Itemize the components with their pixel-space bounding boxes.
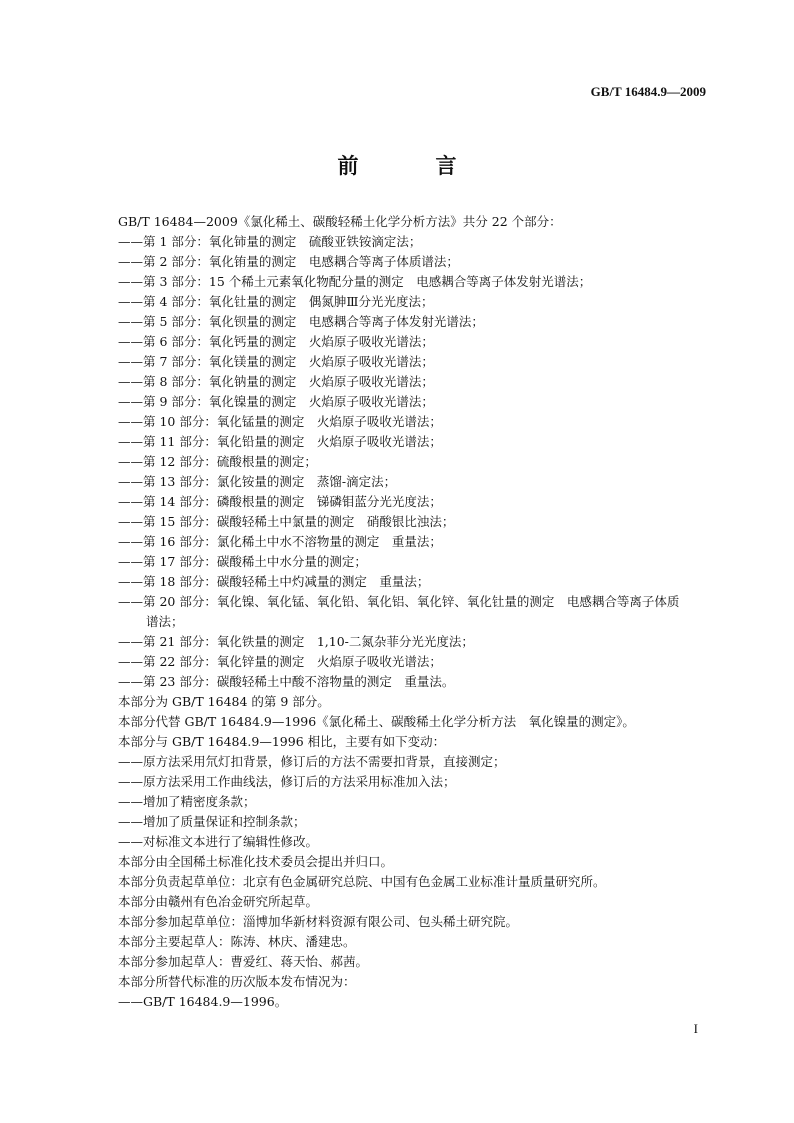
text-line: 本部分为 GB/T 16484 的第 9 部分。 <box>118 694 330 709</box>
list-item: ——第 18 部分：碳酸轻稀土中灼减量的测定 重量法； <box>118 574 430 589</box>
list-item: ——第 15 部分：碳酸轻稀土中氯量的测定 硝酸银比浊法； <box>118 514 455 529</box>
document-body <box>118 212 718 1012</box>
list-item: ——第 8 部分：氧化钠量的测定 火焰原子吸收光谱法； <box>118 374 434 389</box>
list-item: ——第 16 部分：氯化稀土中水不溶物量的测定 重量法； <box>118 534 442 549</box>
list-item: ——第 4 部分：氧化钍量的测定 偶氮胂Ⅲ分光光度法； <box>118 294 434 309</box>
text-line: 本部分参加起草人：曹爱红、蒋天怡、郝茜。 <box>118 954 369 969</box>
text-line: 本部分所替代标准的历次版本发布情况为： <box>118 974 356 989</box>
list-item: ——第 22 部分：氧化锌量的测定 火焰原子吸收光谱法； <box>118 654 442 669</box>
text-line: 本部分负责起草单位：北京有色金属研究总院、中国有色金属工业标准计量质量研究所。 <box>118 874 606 889</box>
list-item: ——第 9 部分：氧化镍量的测定 火焰原子吸收光谱法； <box>118 394 434 409</box>
list-item: ——增加了精密度条款； <box>118 794 256 809</box>
list-item: ——第 6 部分：氧化钙量的测定 火焰原子吸收光谱法； <box>118 334 434 349</box>
list-item: ——第 14 部分：磷酸根量的测定 锑磷钼蓝分光光度法； <box>118 494 442 509</box>
page-number: I <box>693 1021 698 1036</box>
list-item: ——第 23 部分：碳酸轻稀土中酸不溶物量的测定 重量法。 <box>118 674 455 689</box>
page-title: 前 言 <box>337 154 485 178</box>
standard-code: GB/T 16484.9—2009 <box>590 84 706 99</box>
text-line: 本部分主要起草人：陈涛、林庆、潘建忠。 <box>118 934 356 949</box>
list-item: ——第 2 部分：氧化铕量的测定 电感耦合等离子体质谱法； <box>118 254 459 269</box>
list-item: ——第 10 部分：氧化锰量的测定 火焰原子吸收光谱法； <box>118 414 442 429</box>
text-line: 本部分参加起草单位：淄博加华新材料资源有限公司、包头稀土研究院。 <box>118 914 519 929</box>
list-item: ——第 17 部分：碳酸稀土中水分量的测定； <box>118 554 367 569</box>
list-item: ——原方法采用氘灯扣背景，修订后的方法不需要扣背景，直接测定； <box>118 754 506 769</box>
text-line: 本部分由全国稀土标准化技术委员会提出并归口。 <box>118 854 394 869</box>
list-item: ——对标准文本进行了编辑性修改。 <box>118 834 319 849</box>
list-item: ——第 12 部分：硫酸根量的测定； <box>118 454 317 469</box>
text-line: 本部分与 GB/T 16484.9—1996 相比，主要有如下变动： <box>118 734 446 749</box>
list-item: ——第 11 部分：氧化铅量的测定 火焰原子吸收光谱法； <box>118 434 442 449</box>
text-line: 本部分由赣州有色冶金研究所起草。 <box>118 894 319 909</box>
list-item: ——原方法采用工作曲线法，修订后的方法采用标准加入法； <box>118 774 456 789</box>
text-line: 本部分代替 GB/T 16484.9—1996《氯化稀土、碳酸稀土化学分析方法 氧化镍量的测定》。 <box>118 714 635 729</box>
list-item: ——第 3 部分：15 个稀土元素氧化物配分量的测定 电感耦合等离子体发射光谱法； <box>118 274 592 289</box>
text-line: GB/T 16484—2009《氯化稀土、碳酸轻稀土化学分析方法》共分 22 个部分： <box>118 214 562 229</box>
list-item: ——第 5 部分：氧化钡量的测定 电感耦合等离子体发射光谱法； <box>118 314 484 329</box>
list-item: ——第 21 部分：氧化铁量的测定 1,10-二氮杂菲分光光度法； <box>118 634 474 649</box>
list-item: ——第 13 部分：氯化铵量的测定 蒸馏-滴定法； <box>118 474 397 489</box>
list-item: ——增加了质量保证和控制条款； <box>118 814 306 829</box>
list-item-continuation: 谱法； <box>146 614 184 629</box>
list-item: ——第 1 部分：氧化铈量的测定 硫酸亚铁铵滴定法； <box>118 234 422 249</box>
list-item: ——第 7 部分：氧化镁量的测定 火焰原子吸收光谱法； <box>118 354 434 369</box>
list-item: ——GB/T 16484.9—1996。 <box>118 994 288 1009</box>
list-item: ——第 20 部分：氧化镍、氧化锰、氧化铅、氧化铝、氧化锌、氧化钍量的测定 电感耦合等离子体质 <box>118 594 680 609</box>
